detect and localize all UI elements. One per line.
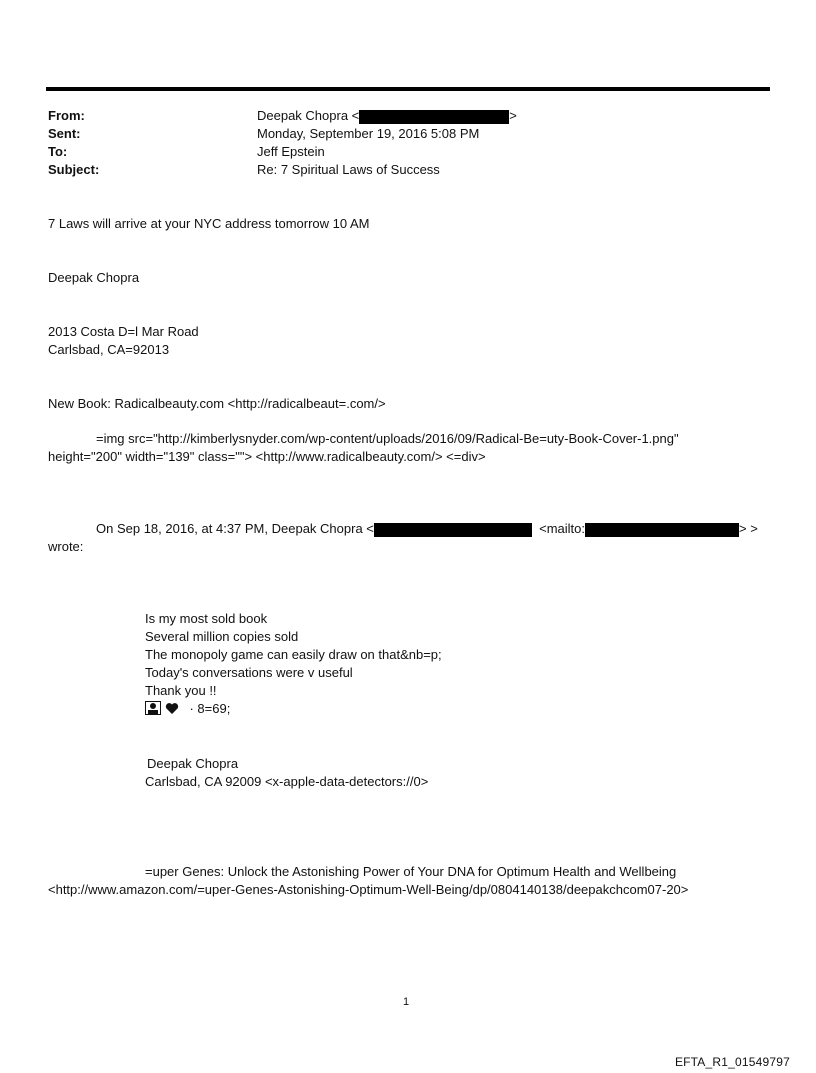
redaction-box xyxy=(359,110,509,124)
header-rule xyxy=(46,87,770,91)
quoted-signature-name: Deepak Chopra xyxy=(147,756,239,771)
address-line: Carlsbad, CA=92013 xyxy=(48,342,170,357)
img-attr-line: height="200" width="139" class=""> <http://www.radicalbeauty.com/> <=div> xyxy=(48,449,486,464)
redaction-box xyxy=(585,523,739,537)
book-link-line: <http://www.amazon.com/=uper-Genes-Astonishing-Optimum-Well-Being/dp/0804140138/deepakchcom07-20> xyxy=(48,882,689,897)
from-value: Deepak Chopra < > xyxy=(257,108,517,123)
from-label: From: xyxy=(48,108,85,123)
to-label: To: xyxy=(48,144,68,159)
body-line: 7 Laws will arrive at your NYC address tomorrow 10 AM xyxy=(48,216,370,231)
address-line: 2013 Costa D=l Mar Road xyxy=(48,324,199,339)
bates-number: EFTA_R1_01549797 xyxy=(674,1055,790,1069)
subject-value: Re: 7 Spiritual Laws of Success xyxy=(257,162,440,177)
quoted-line: Several million copies sold xyxy=(145,629,299,644)
quoted-line: Thank you !! xyxy=(145,683,217,698)
page-number: 1 xyxy=(403,996,410,1008)
quoted-line: The monopoly game can easily draw on that&nb=p; xyxy=(145,647,442,662)
book-title-line: =uper Genes: Unlock the Astonishing Power of Your DNA for Optimum Health and Wellbeing xyxy=(145,864,677,879)
quoted-emoji-line: · 8=69; xyxy=(145,700,230,718)
signature-name: Deepak Chopra xyxy=(48,270,140,285)
quoted-signature-address: Carlsbad, CA 92009 <x-apple-data-detectors://0> xyxy=(145,774,429,789)
quoted-line: Today's conversations were v useful xyxy=(145,665,353,680)
new-book-line: New Book: Radicalbeauty.com <http://radicalbeaut=.com/> xyxy=(48,396,386,411)
sent-value: Monday, September 19, 2016 5:08 PM xyxy=(257,126,480,141)
heart-icon xyxy=(165,702,179,715)
quote-header-line: On Sep 18, 2016, at 4:37 PM, Deepak Chopra < <mailto: > > xyxy=(96,521,758,536)
to-value: Jeff Epstein xyxy=(257,144,325,159)
img-source-line: =img src="http://kimberlysnyder.com/wp-content/uploads/2016/09/Radical-Be=uty-Book-Cover-1.png" xyxy=(96,431,679,446)
quoted-line: Is my most sold book xyxy=(145,611,268,626)
sent-label: Sent: xyxy=(48,126,81,141)
wrote-line: wrote: xyxy=(48,539,84,554)
person-icon xyxy=(145,701,161,715)
redaction-box xyxy=(374,523,532,537)
subject-label: Subject: xyxy=(48,162,100,177)
